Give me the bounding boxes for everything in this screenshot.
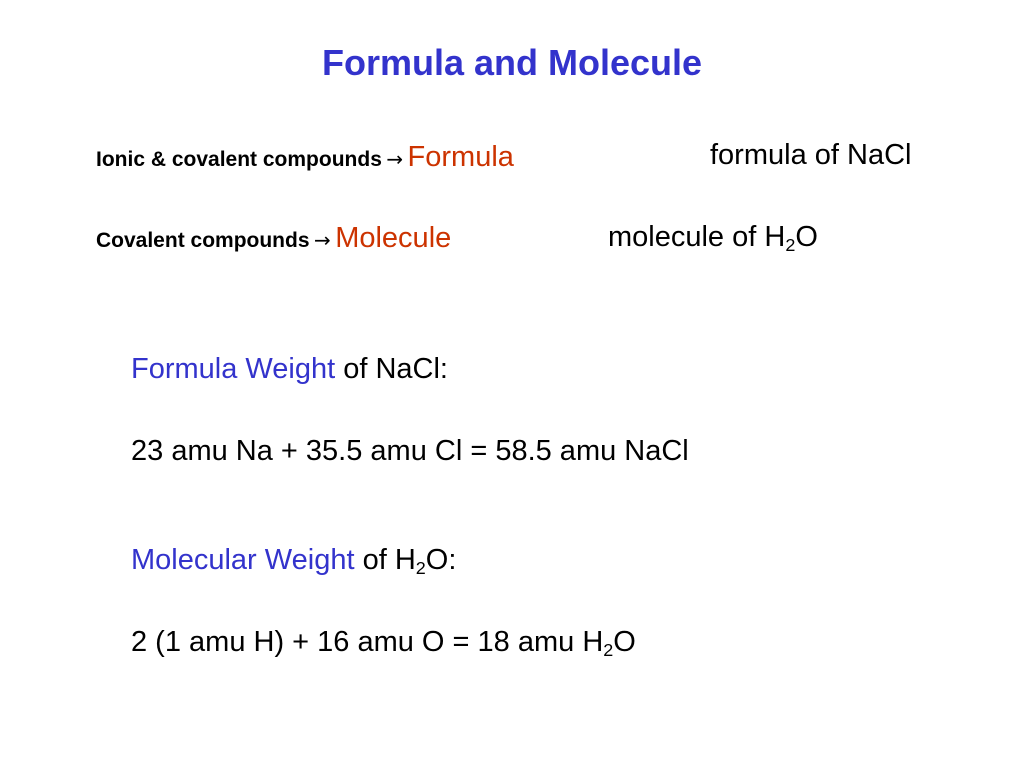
molecular-weight-term: Molecular Weight [131,544,355,576]
formula-weight-term: Formula Weight [131,353,336,385]
formula-weight-heading-rest: of NaCl: [335,353,448,385]
slide-title: Formula and Molecule [321,42,703,83]
molecular-weight-heading-subscript: 2 [415,558,426,579]
row2-example-prefix: molecule of H [608,221,786,253]
row2-example [608,221,818,254]
molecular-weight-equation-suffix: O [613,626,636,658]
row1-example: formula of NaCl [710,139,912,171]
formula-weight-equation: 23 amu Na + 35.5 amu Cl = 58.5 amu NaCl [131,435,689,467]
row2-term-molecule: Molecule [335,222,452,254]
row-ionic-covalent [96,141,514,174]
right-arrow-icon: → [313,228,331,252]
formula-weight-heading [131,353,448,386]
molecular-weight-heading-prefix: of H [354,544,416,576]
row2-example-suffix: O [795,221,818,253]
molecular-weight-equation-prefix: 2 (1 amu H) + 16 amu O = 18 amu H [131,626,604,658]
row2-example-subscript: 2 [785,235,796,256]
molecular-weight-equation [131,626,636,659]
molecular-weight-heading [131,544,456,577]
row-covalent [96,222,451,255]
right-arrow-icon: → [386,147,404,171]
molecular-weight-heading-suffix: O: [425,544,457,576]
row1-term-formula: Formula [407,141,514,173]
molecular-weight-equation-subscript: 2 [603,640,614,661]
row1-label: Ionic & covalent compounds [96,148,382,171]
row2-label: Covalent compounds [96,229,310,252]
